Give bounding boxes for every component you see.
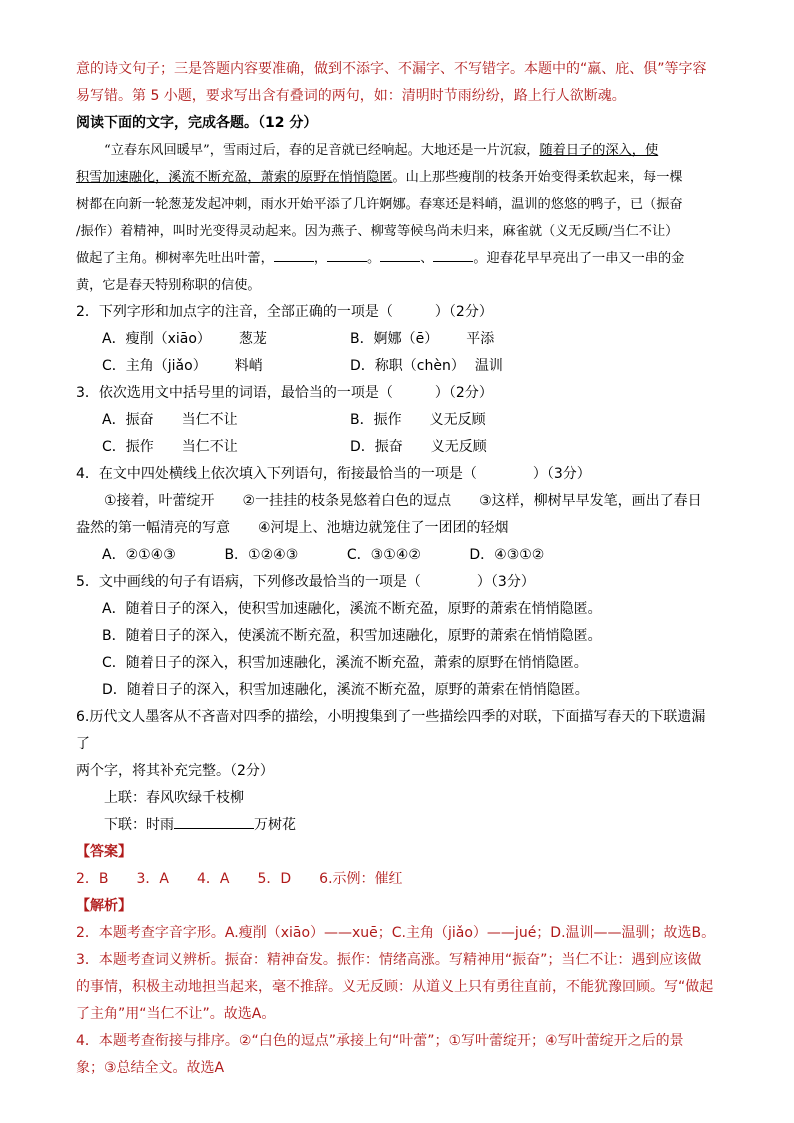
option-a: A．②①④③ [102, 547, 176, 563]
fill-blank-4 [433, 247, 473, 262]
question-2: 2．下列字形和加点字的注音，全部正确的一项是（ ）（2分） A．瘦削（xiāo） 葱茏 B．婀娜（ē） 平添 C．主角（jiǎo） 料峭 D．称职（chèn） 温训 [76, 299, 718, 380]
analysis-section: 【解析】 2．本题考查字音字形。A.瘦削（xiāo）——xuē；C.主角（jiǎo）——jué；D.温训——温驯；故选B。 3．本题考查词义辨析。振奋：精神奋发。振作：情绪高涨。写精神用“振奋”；当仁不让：遇到应该做 的事情，积极主动地担当起来，毫不推辞。义无反顾：从道义上只有勇往直前，不能犹豫回顾。写“做起 了主角”用“当仁不让”。故选A。 4．本题考查衔接与排序。②“白色的逗点”承接上句“叶蕾”；①写叶蕾绽开；④写叶蕾绽开之后的景 象；③总结全文。故选A [76, 893, 718, 1082]
couplet-upper: 上联：春风吹绿千枝柳 [104, 790, 244, 806]
reading-instruction: 阅读下面的文字，完成各题。（12 分） [76, 115, 318, 131]
couplet-lower: 下联：时雨 万树花 [76, 812, 718, 839]
underlined-sentence: 随着日子的深入，使 [539, 143, 659, 158]
question-4: 4．在文中四处横线上依次填入下列语句，衔接最恰当的一项是（ ）（3分） ①接着，叶蕾绽开 ②一挂挂的枝条晃悠着白色的逗点 ③这样，柳树早早发笔，画出了春日 盎然的第一幅清亮的写意 ④河堤上、池塘边就笼住了一团团的轻烟 A．②①④③ B．①②④③ C．③①④② D．④③①② [76, 461, 718, 569]
question-3: 3．依次选用文中括号里的词语，最恰当的一项是（ ）（2分） A．振奋 当仁不让 B．振作 义无反顾 C．振作 当仁不让 D．振奋 义无反顾 [76, 380, 718, 461]
intro-line: 意的诗文句子；三是答题内容要准确，做到不添字、不漏字、不写错字。本题中的“羸、庇、俱”等字容 [76, 61, 707, 77]
option-a: A．瘦削（xiāo） 葱茏 [102, 331, 267, 347]
intro-paragraph [76, 56, 718, 110]
reading-passage: “立春东风回暖早”，雪雨过后，春的足音就已经响起。大地还是一片沉寂，随着日子的深入，使 积雪加速融化，溪流不断充盈，萧索的原野在悄悄隐匿。山上那些瘦削的枝条开始变得柔软起来，每一棵 树都在向新一轮葱茏发起冲刺，雨水开始平添了几许婀娜。春寒还是料峭，温训的悠悠的鸭子，已（振奋 /振作）着精神，叫时光变得灵动起来。因为燕子、柳莺等候鸟尚未归来，麻雀就（义无反顾/当仁不让） 做起了主角。柳树率先吐出叶蕾， ， 。 、 。迎春花早早亮出了一串又一串的金 黄，它是春天特别称职的信使。 [76, 143, 685, 293]
option-b: B．婀娜（ē） 平添 [350, 331, 495, 347]
analysis-title: 【解析】 [76, 898, 132, 914]
option-d: D．称职（chèn） 温训 [350, 358, 503, 374]
option-b: B．①②④③ [224, 547, 299, 563]
underlined-sentence: 积雪加速融化，溪流不断充盈，萧索的原野在悄悄隐匿 [76, 170, 393, 185]
fill-blank-2 [327, 247, 367, 262]
question-6: 6.历代文人墨客从不吝啬对四季的描绘，小明搜集到了一些描绘四季的对联，下面描写春天的下联遗漏了 两个字，将其补充完整。（2分） 上联：春风吹绿千枝柳 下联：时雨 万树花 [76, 704, 718, 839]
option-c: C．随着日子的深入，积雪加速融化，溪流不断充盈，萧索的原野在悄悄隐匿。 [102, 655, 588, 671]
option-d: D．随着日子的深入，积雪加速融化，溪流不断充盈，原野的萧索在悄悄隐匿。 [102, 682, 589, 698]
intro-line: 易写错。第 5 小题，要求写出含有叠词的两句，如：清明时节雨纷纷，路上行人欲断魂。 [76, 88, 626, 104]
couplet-blank [174, 814, 254, 829]
answer-section [76, 839, 718, 893]
option-a: A．随着日子的深入，使积雪加速融化，溪流不断充盈，原野的萧索在悄悄隐匿。 [102, 601, 602, 617]
option-b: B．振作 义无反顾 [350, 412, 486, 428]
fill-blank-3 [380, 247, 420, 262]
fill-blank-1 [274, 247, 314, 262]
option-b: B．随着日子的深入，使溪流不断充盈，积雪加速融化，原野的萧索在悄悄隐匿。 [102, 628, 602, 644]
option-a: A．振奋 当仁不让 [102, 412, 238, 428]
option-c: C．振作 当仁不让 [102, 439, 238, 455]
answer-text: 2．B 3．A 4．A 5．D 6.示例：催红 [76, 871, 403, 887]
question-5: 5．文中画线的句子有语病，下列修改最恰当的一项是（ ）（3分） A．随着日子的深入，使积雪加速融化，溪流不断充盈，原野的萧索在悄悄隐匿。 B．随着日子的深入，使溪流不断充盈，积雪加速融化，原野的萧索在悄悄隐匿。 C．随着日子的深入，积雪加速融化，溪流不断充盈，萧索的原野在悄悄隐匿。 D．随着日子的深入，积雪加速融化，溪流不断充盈，原野的萧索在悄悄隐匿。 [76, 569, 718, 704]
answer-title: 【答案】 [76, 844, 132, 860]
option-d: D．④③①② [469, 547, 545, 563]
option-c: C．主角（jiǎo） 料峭 [102, 358, 263, 374]
option-c: C．③①④② [346, 547, 421, 563]
option-d: D．振奋 义无反顾 [350, 439, 487, 455]
